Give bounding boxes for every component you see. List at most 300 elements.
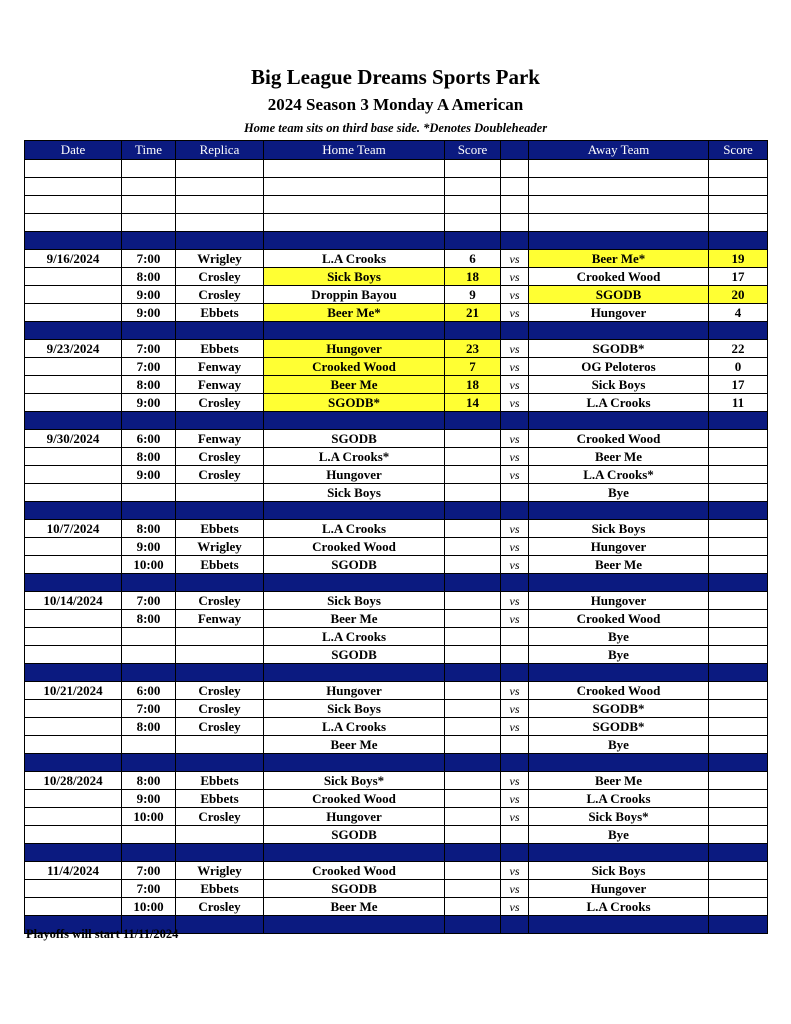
away-score-cell xyxy=(709,484,768,502)
separator-cell xyxy=(176,502,264,520)
replica-cell xyxy=(176,484,264,502)
week-separator-row xyxy=(25,754,768,772)
game-row xyxy=(25,736,768,754)
vs-cell: vs xyxy=(501,376,529,394)
blank-cell xyxy=(445,160,501,178)
week-separator-row xyxy=(25,232,768,250)
away-team-cell: Sick Boys* xyxy=(529,808,709,826)
date-cell xyxy=(25,538,122,556)
time-cell: 7:00 xyxy=(122,340,176,358)
game-row xyxy=(25,250,768,268)
game-row xyxy=(25,466,768,484)
game-row xyxy=(25,430,768,448)
header-vs xyxy=(501,141,529,160)
time-cell: 9:00 xyxy=(122,286,176,304)
replica-cell: Crosley xyxy=(176,394,264,412)
game-row xyxy=(25,358,768,376)
home-team-cell: SGODB* xyxy=(264,394,445,412)
separator-cell xyxy=(122,412,176,430)
date-cell xyxy=(25,718,122,736)
blank-cell xyxy=(529,178,709,196)
game-row xyxy=(25,592,768,610)
home-team-cell: L.A Crooks xyxy=(264,520,445,538)
date-cell xyxy=(25,376,122,394)
blank-cell xyxy=(25,196,122,214)
blank-cell xyxy=(176,196,264,214)
home-team-cell: Beer Me xyxy=(264,898,445,916)
week-separator-row xyxy=(25,844,768,862)
replica-cell: Crosley xyxy=(176,268,264,286)
replica-cell: Crosley xyxy=(176,808,264,826)
separator-cell xyxy=(122,232,176,250)
away-team-cell: Bye xyxy=(529,736,709,754)
date-cell: 10/7/2024 xyxy=(25,520,122,538)
separator-cell xyxy=(445,754,501,772)
home-team-cell: L.A Crooks xyxy=(264,628,445,646)
home-team-cell: Hungover xyxy=(264,466,445,484)
game-row xyxy=(25,646,768,664)
away-team-cell: Sick Boys xyxy=(529,376,709,394)
separator-cell xyxy=(445,232,501,250)
date-cell xyxy=(25,556,122,574)
vs-cell: vs xyxy=(501,448,529,466)
replica-cell: Crosley xyxy=(176,898,264,916)
header-home-team: Home Team xyxy=(264,141,445,160)
blank-cell xyxy=(25,160,122,178)
separator-cell xyxy=(176,412,264,430)
vs-cell: vs xyxy=(501,808,529,826)
home-score-cell: 18 xyxy=(445,268,501,286)
separator-cell xyxy=(122,574,176,592)
blank-cell xyxy=(445,196,501,214)
home-score-cell: 14 xyxy=(445,394,501,412)
blank-cell xyxy=(25,214,122,232)
header-row xyxy=(25,141,768,160)
separator-cell xyxy=(709,322,768,340)
home-score-cell xyxy=(445,808,501,826)
home-score-cell xyxy=(445,484,501,502)
home-score-cell xyxy=(445,898,501,916)
separator-cell xyxy=(529,412,709,430)
separator-cell xyxy=(709,916,768,934)
separator-cell xyxy=(529,322,709,340)
replica-cell: Ebbets xyxy=(176,520,264,538)
replica-cell: Crosley xyxy=(176,286,264,304)
vs-cell: vs xyxy=(501,682,529,700)
home-team-cell: Sick Boys xyxy=(264,268,445,286)
date-cell xyxy=(25,304,122,322)
away-team-cell: Beer Me xyxy=(529,448,709,466)
away-team-cell: Hungover xyxy=(529,304,709,322)
replica-cell: Crosley xyxy=(176,448,264,466)
separator-cell xyxy=(529,844,709,862)
time-cell: 7:00 xyxy=(122,250,176,268)
vs-cell: vs xyxy=(501,700,529,718)
date-cell xyxy=(25,484,122,502)
time-cell: 8:00 xyxy=(122,376,176,394)
replica-cell: Crosley xyxy=(176,466,264,484)
home-score-cell xyxy=(445,538,501,556)
replica-cell: Wrigley xyxy=(176,862,264,880)
game-row xyxy=(25,898,768,916)
home-score-cell: 23 xyxy=(445,340,501,358)
separator-cell xyxy=(501,574,529,592)
home-team-cell: Sick Boys* xyxy=(264,772,445,790)
time-cell: 8:00 xyxy=(122,718,176,736)
replica-cell: Ebbets xyxy=(176,340,264,358)
away-team-cell: Crooked Wood xyxy=(529,430,709,448)
replica-cell: Wrigley xyxy=(176,538,264,556)
replica-cell: Crosley xyxy=(176,700,264,718)
separator-cell xyxy=(501,502,529,520)
date-cell xyxy=(25,286,122,304)
replica-cell: Fenway xyxy=(176,376,264,394)
separator-cell xyxy=(122,754,176,772)
separator-cell xyxy=(176,754,264,772)
away-team-cell: OG Peloteros xyxy=(529,358,709,376)
separator-cell xyxy=(25,232,122,250)
separator-cell xyxy=(445,916,501,934)
separator-cell xyxy=(264,412,445,430)
away-team-cell: Bye xyxy=(529,484,709,502)
date-cell: 11/4/2024 xyxy=(25,862,122,880)
blank-cell xyxy=(264,214,445,232)
home-team-cell: Droppin Bayou xyxy=(264,286,445,304)
away-score-cell: 0 xyxy=(709,358,768,376)
blank-cell xyxy=(122,214,176,232)
away-score-cell xyxy=(709,898,768,916)
home-team-cell: Beer Me xyxy=(264,610,445,628)
home-team-cell: Beer Me xyxy=(264,376,445,394)
separator-cell xyxy=(501,664,529,682)
away-score-cell: 17 xyxy=(709,268,768,286)
home-score-cell xyxy=(445,466,501,484)
vs-cell: vs xyxy=(501,772,529,790)
vs-cell xyxy=(501,736,529,754)
time-cell: 9:00 xyxy=(122,466,176,484)
home-score-cell xyxy=(445,592,501,610)
home-score-cell: 9 xyxy=(445,286,501,304)
header-away-team: Away Team xyxy=(529,141,709,160)
game-row xyxy=(25,880,768,898)
date-cell xyxy=(25,628,122,646)
replica-cell: Fenway xyxy=(176,358,264,376)
date-cell xyxy=(25,466,122,484)
home-score-cell xyxy=(445,430,501,448)
home-team-cell: SGODB xyxy=(264,826,445,844)
schedule-body xyxy=(25,160,768,934)
home-score-cell xyxy=(445,862,501,880)
home-score-cell xyxy=(445,700,501,718)
replica-cell xyxy=(176,646,264,664)
away-team-cell: Beer Me xyxy=(529,772,709,790)
time-cell: 10:00 xyxy=(122,808,176,826)
home-score-cell xyxy=(445,718,501,736)
time-cell: 10:00 xyxy=(122,898,176,916)
blank-row xyxy=(25,214,768,232)
away-team-cell: Hungover xyxy=(529,592,709,610)
time-cell: 6:00 xyxy=(122,430,176,448)
separator-cell xyxy=(176,322,264,340)
away-score-cell xyxy=(709,646,768,664)
away-score-cell xyxy=(709,790,768,808)
separator-cell xyxy=(176,664,264,682)
replica-cell: Crosley xyxy=(176,592,264,610)
separator-cell xyxy=(264,844,445,862)
away-score-cell xyxy=(709,628,768,646)
game-row xyxy=(25,538,768,556)
vs-cell xyxy=(501,484,529,502)
blank-cell xyxy=(176,160,264,178)
vs-cell: vs xyxy=(501,538,529,556)
separator-cell xyxy=(445,412,501,430)
separator-cell xyxy=(529,916,709,934)
date-cell xyxy=(25,736,122,754)
schedule-table xyxy=(24,140,768,934)
blank-cell xyxy=(122,178,176,196)
separator-cell xyxy=(25,412,122,430)
vs-cell xyxy=(501,628,529,646)
game-row xyxy=(25,718,768,736)
time-cell: 8:00 xyxy=(122,520,176,538)
away-team-cell: Hungover xyxy=(529,880,709,898)
vs-cell: vs xyxy=(501,430,529,448)
game-row xyxy=(25,772,768,790)
date-cell xyxy=(25,826,122,844)
home-team-cell: SGODB xyxy=(264,880,445,898)
separator-cell xyxy=(25,322,122,340)
away-team-cell: SGODB* xyxy=(529,700,709,718)
vs-cell: vs xyxy=(501,556,529,574)
game-row xyxy=(25,862,768,880)
blank-cell xyxy=(122,196,176,214)
separator-cell xyxy=(122,664,176,682)
vs-cell: vs xyxy=(501,358,529,376)
blank-row xyxy=(25,178,768,196)
separator-cell xyxy=(122,502,176,520)
away-score-cell xyxy=(709,880,768,898)
week-separator-row xyxy=(25,664,768,682)
away-team-cell: Crooked Wood xyxy=(529,268,709,286)
game-row xyxy=(25,808,768,826)
home-score-cell: 7 xyxy=(445,358,501,376)
time-cell: 7:00 xyxy=(122,700,176,718)
away-score-cell xyxy=(709,538,768,556)
away-score-cell xyxy=(709,466,768,484)
home-team-cell: Hungover xyxy=(264,808,445,826)
date-cell xyxy=(25,790,122,808)
time-cell: 9:00 xyxy=(122,304,176,322)
separator-cell xyxy=(122,844,176,862)
separator-cell xyxy=(264,502,445,520)
vs-cell: vs xyxy=(501,592,529,610)
away-score-cell xyxy=(709,520,768,538)
separator-cell xyxy=(529,502,709,520)
date-cell: 9/16/2024 xyxy=(25,250,122,268)
blank-cell xyxy=(709,214,768,232)
separator-cell xyxy=(709,664,768,682)
home-team-cell: Hungover xyxy=(264,340,445,358)
separator-cell xyxy=(122,322,176,340)
date-cell xyxy=(25,898,122,916)
date-cell xyxy=(25,448,122,466)
header-replica: Replica xyxy=(176,141,264,160)
replica-cell: Wrigley xyxy=(176,250,264,268)
blank-cell xyxy=(25,178,122,196)
home-score-cell xyxy=(445,790,501,808)
separator-cell xyxy=(176,916,264,934)
separator-cell xyxy=(25,754,122,772)
blank-cell xyxy=(501,196,529,214)
separator-cell xyxy=(501,844,529,862)
week-separator-row xyxy=(25,322,768,340)
home-team-cell: L.A Crooks xyxy=(264,718,445,736)
header-home-score: Score xyxy=(445,141,501,160)
blank-cell xyxy=(501,178,529,196)
time-cell: 8:00 xyxy=(122,772,176,790)
separator-cell xyxy=(445,844,501,862)
away-score-cell xyxy=(709,610,768,628)
separator-cell xyxy=(176,232,264,250)
away-score-cell xyxy=(709,430,768,448)
away-score-cell xyxy=(709,592,768,610)
away-score-cell: 19 xyxy=(709,250,768,268)
separator-cell xyxy=(709,844,768,862)
game-row xyxy=(25,826,768,844)
home-score-cell: 21 xyxy=(445,304,501,322)
game-row xyxy=(25,484,768,502)
home-team-cell: SGODB xyxy=(264,556,445,574)
separator-cell xyxy=(264,574,445,592)
home-team-cell: SGODB xyxy=(264,646,445,664)
away-score-cell: 4 xyxy=(709,304,768,322)
separator-cell xyxy=(264,754,445,772)
separator-cell xyxy=(529,232,709,250)
vs-cell: vs xyxy=(501,466,529,484)
home-score-cell xyxy=(445,520,501,538)
home-score-cell xyxy=(445,610,501,628)
vs-cell: vs xyxy=(501,304,529,322)
away-score-cell xyxy=(709,808,768,826)
home-team-cell: Beer Me xyxy=(264,736,445,754)
home-score-cell xyxy=(445,646,501,664)
separator-cell xyxy=(501,322,529,340)
replica-cell: Crosley xyxy=(176,682,264,700)
game-row xyxy=(25,628,768,646)
home-score-cell xyxy=(445,772,501,790)
game-row xyxy=(25,520,768,538)
home-score-cell: 6 xyxy=(445,250,501,268)
blank-cell xyxy=(501,160,529,178)
away-team-cell: L.A Crooks xyxy=(529,394,709,412)
away-team-cell: Crooked Wood xyxy=(529,682,709,700)
home-team-cell: Crooked Wood xyxy=(264,862,445,880)
game-row xyxy=(25,268,768,286)
time-cell xyxy=(122,646,176,664)
replica-cell xyxy=(176,826,264,844)
away-score-cell xyxy=(709,448,768,466)
away-team-cell: Beer Me xyxy=(529,556,709,574)
week-separator-row xyxy=(25,412,768,430)
separator-cell xyxy=(445,664,501,682)
date-cell xyxy=(25,880,122,898)
separator-cell xyxy=(529,664,709,682)
blank-row xyxy=(25,196,768,214)
home-team-cell: Hungover xyxy=(264,682,445,700)
week-separator-row xyxy=(25,502,768,520)
date-cell xyxy=(25,700,122,718)
separator-cell xyxy=(445,322,501,340)
replica-cell: Ebbets xyxy=(176,880,264,898)
blank-cell xyxy=(709,178,768,196)
header-away-score: Score xyxy=(709,141,768,160)
date-cell xyxy=(25,808,122,826)
away-team-cell: Sick Boys xyxy=(529,862,709,880)
home-team-cell: L.A Crooks* xyxy=(264,448,445,466)
replica-cell: Fenway xyxy=(176,610,264,628)
separator-cell xyxy=(501,754,529,772)
away-team-cell: Sick Boys xyxy=(529,520,709,538)
vs-cell: vs xyxy=(501,862,529,880)
time-cell: 10:00 xyxy=(122,556,176,574)
away-team-cell: Bye xyxy=(529,826,709,844)
home-team-cell: Crooked Wood xyxy=(264,358,445,376)
time-cell: 6:00 xyxy=(122,682,176,700)
away-score-cell xyxy=(709,718,768,736)
separator-cell xyxy=(264,232,445,250)
replica-cell: Ebbets xyxy=(176,556,264,574)
away-team-cell: Crooked Wood xyxy=(529,610,709,628)
header-date: Date xyxy=(25,141,122,160)
blank-cell xyxy=(122,160,176,178)
home-team-cell: Sick Boys xyxy=(264,700,445,718)
away-score-cell: 11 xyxy=(709,394,768,412)
separator-cell xyxy=(529,754,709,772)
schedule-note: Home team sits on third base side. *Denotes Doubleheader xyxy=(243,121,548,135)
separator-cell xyxy=(501,232,529,250)
date-cell xyxy=(25,646,122,664)
vs-cell: vs xyxy=(501,520,529,538)
away-score-cell xyxy=(709,826,768,844)
time-cell: 8:00 xyxy=(122,268,176,286)
game-row xyxy=(25,286,768,304)
blank-cell xyxy=(529,214,709,232)
time-cell: 7:00 xyxy=(122,880,176,898)
blank-cell xyxy=(445,178,501,196)
game-row xyxy=(25,340,768,358)
blank-cell xyxy=(709,160,768,178)
time-cell: 8:00 xyxy=(122,610,176,628)
playoffs-note: Playoffs will start 11/11/2024 xyxy=(26,927,179,941)
away-score-cell xyxy=(709,700,768,718)
page-title: Big League Dreams Sports Park xyxy=(251,65,540,89)
separator-cell xyxy=(264,322,445,340)
separator-cell xyxy=(709,754,768,772)
away-team-cell: Bye xyxy=(529,646,709,664)
replica-cell: Ebbets xyxy=(176,304,264,322)
replica-cell xyxy=(176,628,264,646)
game-row xyxy=(25,448,768,466)
separator-cell xyxy=(445,574,501,592)
replica-cell: Ebbets xyxy=(176,790,264,808)
separator-cell xyxy=(25,502,122,520)
date-cell: 9/23/2024 xyxy=(25,340,122,358)
home-team-cell: SGODB xyxy=(264,430,445,448)
date-cell xyxy=(25,358,122,376)
away-score-cell xyxy=(709,862,768,880)
time-cell xyxy=(122,628,176,646)
game-row xyxy=(25,682,768,700)
